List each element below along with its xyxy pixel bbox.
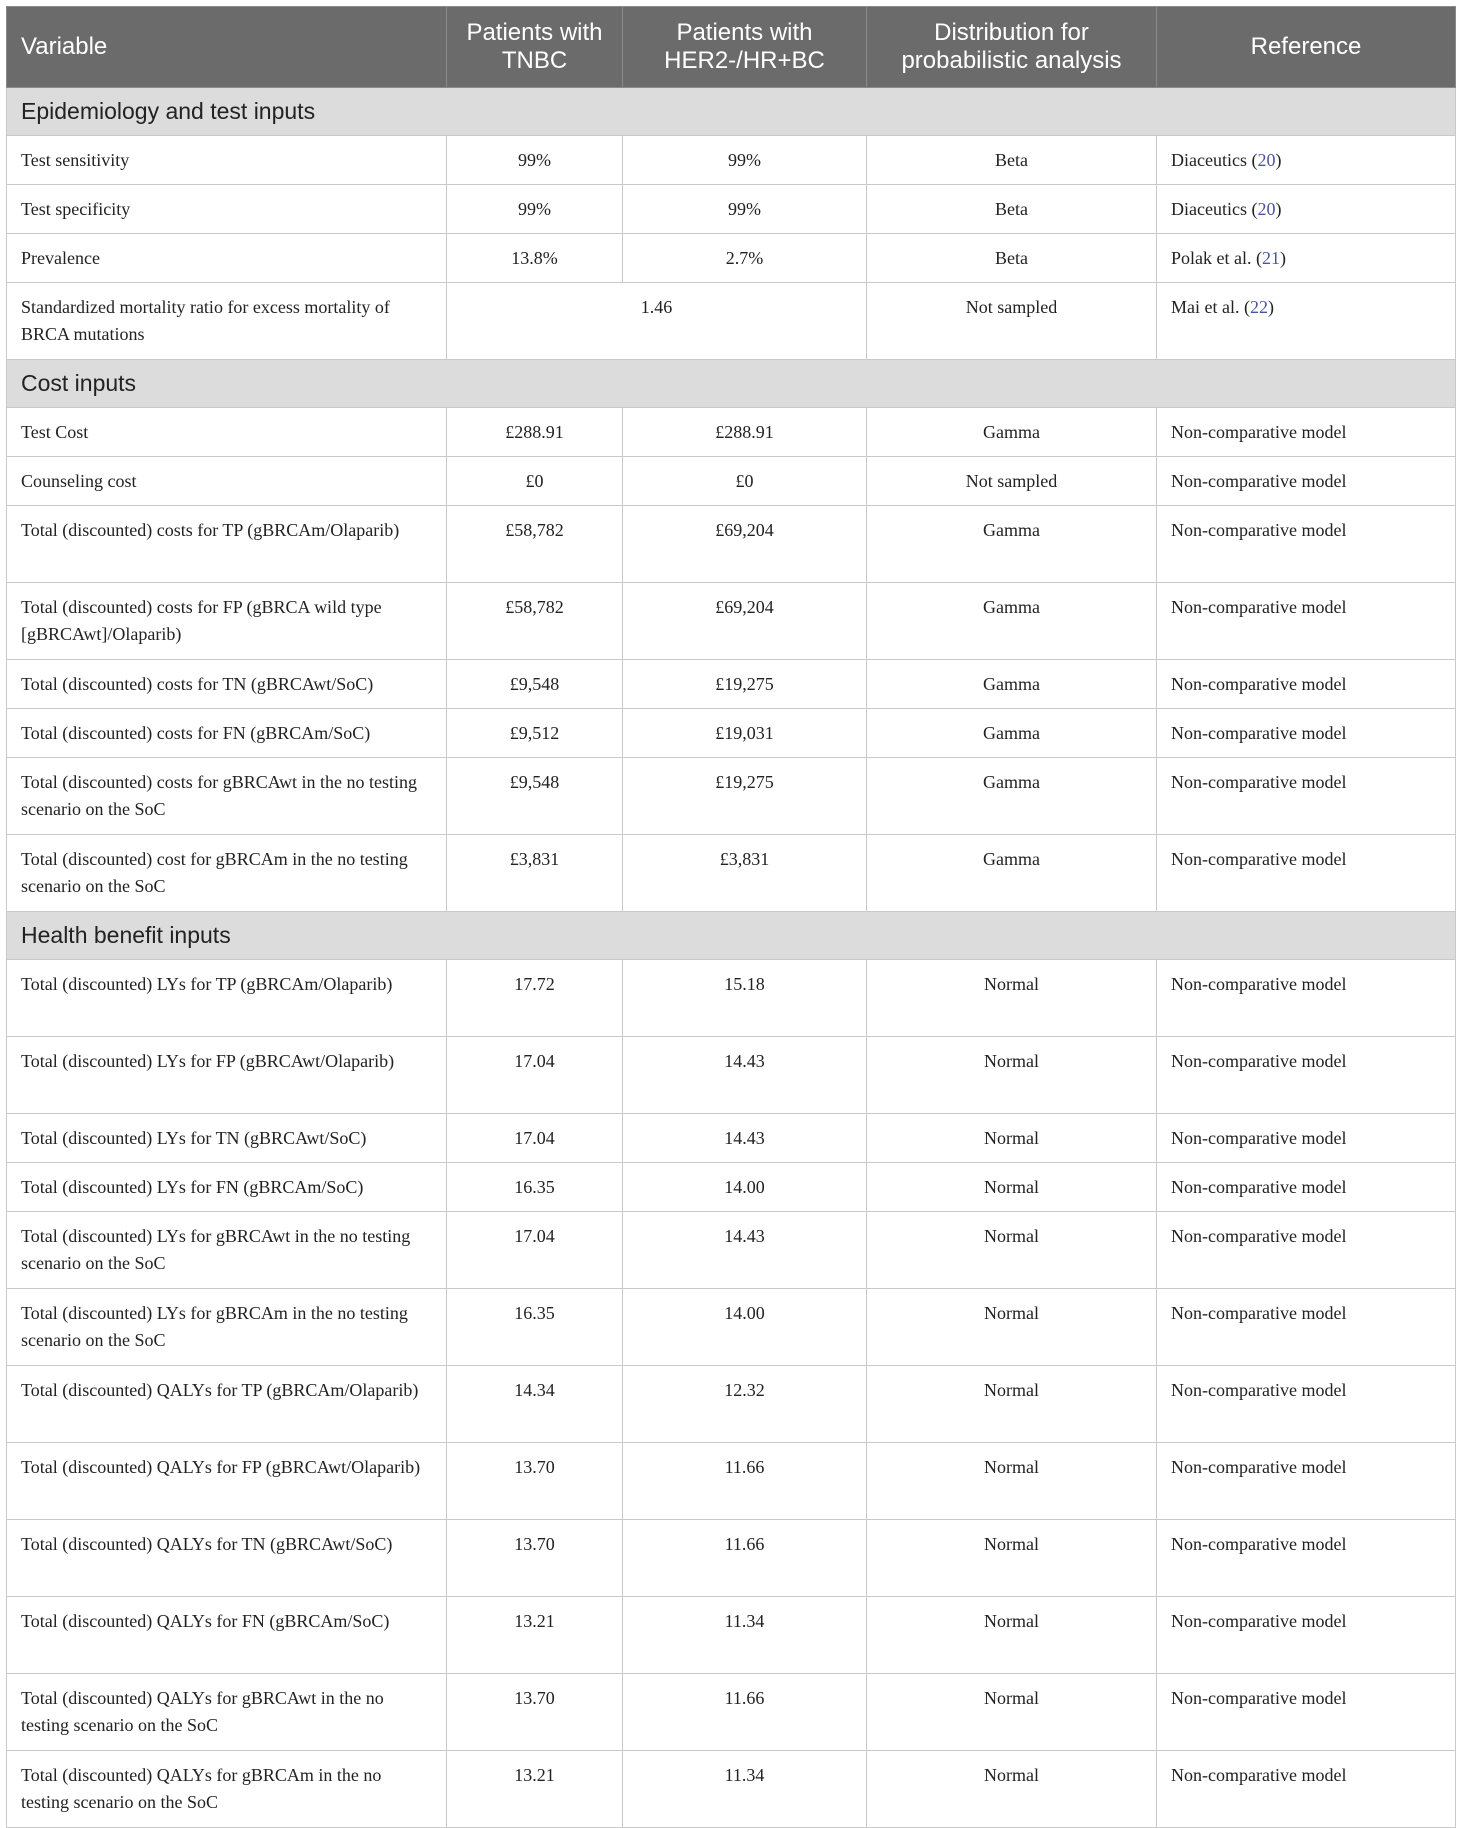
cell-variable: Total (discounted) LYs for TP (gBRCAm/Olaparib) <box>7 960 447 1037</box>
model-inputs-table <box>6 6 1456 1828</box>
reference-text: Non-comparative model <box>1171 597 1347 617</box>
cell-tnbc: 13.70 <box>447 1674 623 1751</box>
cell-distribution: Normal <box>867 1366 1157 1443</box>
cell-tnbc: 13.21 <box>447 1751 623 1828</box>
reference-text: Non-comparative model <box>1171 974 1347 994</box>
cell-her2: £69,204 <box>623 583 867 660</box>
cell-variable: Total (discounted) costs for TP (gBRCAm/Olaparib) <box>7 506 447 583</box>
cell-distribution: Beta <box>867 234 1157 283</box>
cell-tnbc: 99% <box>447 185 623 234</box>
cell-variable: Total (discounted) cost for gBRCAm in the no testing scenario on the SoC <box>7 835 447 912</box>
reference-text: Non-comparative model <box>1171 1177 1347 1197</box>
reference-text: Polak et al. ( <box>1171 248 1262 268</box>
header-row <box>7 7 1456 88</box>
table-row <box>7 283 1456 360</box>
cell-her2: 14.43 <box>623 1114 867 1163</box>
cell-variable: Test sensitivity <box>7 136 447 185</box>
cell-reference <box>1157 660 1456 709</box>
cell-tnbc: £288.91 <box>447 408 623 457</box>
section-title: Epidemiology and test inputs <box>7 88 1456 136</box>
cell-variable: Total (discounted) LYs for FP (gBRCAwt/Olaparib) <box>7 1037 447 1114</box>
section-row <box>7 360 1456 408</box>
reference-text: Diaceutics ( <box>1171 199 1258 219</box>
cell-her2: 14.43 <box>623 1037 867 1114</box>
reference-close-paren: ) <box>1275 150 1282 170</box>
table-row <box>7 1037 1456 1114</box>
cell-variable: Test Cost <box>7 408 447 457</box>
cell-variable: Standardized mortality ratio for excess mortality of BRCA mutations <box>7 283 447 360</box>
table-row <box>7 583 1456 660</box>
table-row <box>7 1163 1456 1212</box>
reference-text: Non-comparative model <box>1171 1534 1347 1554</box>
section-title: Health benefit inputs <box>7 912 1456 960</box>
table-row <box>7 960 1456 1037</box>
cell-reference <box>1157 583 1456 660</box>
cell-her2: £3,831 <box>623 835 867 912</box>
cell-distribution: Not sampled <box>867 283 1157 360</box>
cell-distribution: Normal <box>867 1751 1157 1828</box>
cell-reference <box>1157 234 1456 283</box>
cell-tnbc: 17.04 <box>447 1212 623 1289</box>
cell-distribution: Normal <box>867 1520 1157 1597</box>
cell-reference <box>1157 185 1456 234</box>
table-row <box>7 709 1456 758</box>
cell-tnbc: £58,782 <box>447 506 623 583</box>
cell-variable: Prevalence <box>7 234 447 283</box>
section-title: Cost inputs <box>7 360 1456 408</box>
cell-reference <box>1157 283 1456 360</box>
cell-tnbc: 17.72 <box>447 960 623 1037</box>
cell-tnbc: £3,831 <box>447 835 623 912</box>
cell-distribution: Not sampled <box>867 457 1157 506</box>
cell-reference <box>1157 1163 1456 1212</box>
cell-her2: 11.34 <box>623 1751 867 1828</box>
table-row <box>7 1674 1456 1751</box>
reference-text: Non-comparative model <box>1171 1457 1347 1477</box>
section-row <box>7 912 1456 960</box>
reference-text: Non-comparative model <box>1171 723 1347 743</box>
section-row <box>7 88 1456 136</box>
cell-reference <box>1157 758 1456 835</box>
cell-variable: Total (discounted) QALYs for FN (gBRCAm/SoC) <box>7 1597 447 1674</box>
table-row <box>7 234 1456 283</box>
table-row <box>7 1114 1456 1163</box>
cell-distribution: Gamma <box>867 758 1157 835</box>
cell-distribution: Gamma <box>867 583 1157 660</box>
table-row <box>7 1289 1456 1366</box>
cell-variable: Total (discounted) costs for TN (gBRCAwt/SoC) <box>7 660 447 709</box>
reference-close-paren: ) <box>1275 199 1282 219</box>
cell-reference <box>1157 136 1456 185</box>
reference-text: Non-comparative model <box>1171 422 1347 442</box>
cell-distribution: Gamma <box>867 660 1157 709</box>
cell-distribution: Normal <box>867 1289 1157 1366</box>
cell-distribution: Normal <box>867 1114 1157 1163</box>
reference-text: Non-comparative model <box>1171 849 1347 869</box>
cell-reference <box>1157 1751 1456 1828</box>
cell-her2: 14.00 <box>623 1163 867 1212</box>
reference-citation-link[interactable]: 22 <box>1249 297 1268 317</box>
header-her2: Patients with HER2-/HR+BC <box>623 7 867 88</box>
cell-variable: Total (discounted) LYs for FN (gBRCAm/SoC) <box>7 1163 447 1212</box>
table-row <box>7 1443 1456 1520</box>
table-row <box>7 1520 1456 1597</box>
reference-citation-link[interactable]: 21 <box>1261 248 1280 268</box>
reference-close-paren: ) <box>1267 297 1274 317</box>
cell-variable: Total (discounted) QALYs for TN (gBRCAwt/SoC) <box>7 1520 447 1597</box>
cell-tnbc: 13.70 <box>447 1443 623 1520</box>
cell-tnbc: 13.70 <box>447 1520 623 1597</box>
table-row <box>7 1597 1456 1674</box>
cell-tnbc: 14.34 <box>447 1366 623 1443</box>
cell-tnbc: 16.35 <box>447 1163 623 1212</box>
header-reference: Reference <box>1157 7 1456 88</box>
cell-variable: Total (discounted) LYs for gBRCAm in the no testing scenario on the SoC <box>7 1289 447 1366</box>
table-row <box>7 660 1456 709</box>
cell-variable: Total (discounted) costs for gBRCAwt in the no testing scenario on the SoC <box>7 758 447 835</box>
cell-her2: £19,031 <box>623 709 867 758</box>
reference-text: Non-comparative model <box>1171 520 1347 540</box>
table-row <box>7 185 1456 234</box>
cell-her2: 11.66 <box>623 1520 867 1597</box>
cell-distribution: Normal <box>867 1037 1157 1114</box>
table-row <box>7 457 1456 506</box>
cell-tnbc: 13.8% <box>447 234 623 283</box>
table-row <box>7 758 1456 835</box>
cell-distribution: Beta <box>867 136 1157 185</box>
cell-variable: Counseling cost <box>7 457 447 506</box>
cell-her2: £0 <box>623 457 867 506</box>
cell-reference <box>1157 1366 1456 1443</box>
table-body <box>7 88 1456 1828</box>
reference-citation-link[interactable]: 20 <box>1257 150 1276 170</box>
cell-variable: Total (discounted) QALYs for gBRCAwt in the no testing scenario on the SoC <box>7 1674 447 1751</box>
cell-reference <box>1157 408 1456 457</box>
cell-variable: Total (discounted) costs for FN (gBRCAm/SoC) <box>7 709 447 758</box>
cell-variable: Total (discounted) QALYs for TP (gBRCAm/Olaparib) <box>7 1366 447 1443</box>
reference-text: Non-comparative model <box>1171 1611 1347 1631</box>
cell-distribution: Normal <box>867 960 1157 1037</box>
cell-tnbc: 16.35 <box>447 1289 623 1366</box>
reference-text: Mai et al. ( <box>1171 297 1250 317</box>
cell-distribution: Gamma <box>867 835 1157 912</box>
cell-distribution: Gamma <box>867 506 1157 583</box>
header-distribution: Distribution for probabilistic analysis <box>867 7 1157 88</box>
reference-text: Non-comparative model <box>1171 471 1347 491</box>
table-row <box>7 835 1456 912</box>
cell-distribution: Gamma <box>867 408 1157 457</box>
cell-reference <box>1157 709 1456 758</box>
cell-her2: 12.32 <box>623 1366 867 1443</box>
cell-tnbc: £0 <box>447 457 623 506</box>
cell-combined-value: 1.46 <box>447 283 867 360</box>
table-container <box>6 6 1455 1828</box>
cell-tnbc: 17.04 <box>447 1114 623 1163</box>
cell-reference <box>1157 1443 1456 1520</box>
reference-close-paren: ) <box>1279 248 1286 268</box>
cell-her2: 11.34 <box>623 1597 867 1674</box>
cell-distribution: Normal <box>867 1212 1157 1289</box>
cell-variable: Total (discounted) LYs for TN (gBRCAwt/SoC) <box>7 1114 447 1163</box>
cell-her2: £19,275 <box>623 660 867 709</box>
reference-text: Diaceutics ( <box>1171 150 1258 170</box>
cell-reference <box>1157 1520 1456 1597</box>
cell-her2: £19,275 <box>623 758 867 835</box>
cell-reference <box>1157 1597 1456 1674</box>
cell-her2: 2.7% <box>623 234 867 283</box>
table-row <box>7 1751 1456 1828</box>
cell-her2: 14.00 <box>623 1289 867 1366</box>
cell-her2: 14.43 <box>623 1212 867 1289</box>
reference-text: Non-comparative model <box>1171 772 1347 792</box>
cell-reference <box>1157 960 1456 1037</box>
cell-variable: Total (discounted) costs for FP (gBRCA wild type [gBRCAwt]/Olaparib) <box>7 583 447 660</box>
cell-her2: £69,204 <box>623 506 867 583</box>
cell-distribution: Normal <box>867 1443 1157 1520</box>
reference-text: Non-comparative model <box>1171 674 1347 694</box>
reference-text: Non-comparative model <box>1171 1226 1347 1246</box>
reference-text: Non-comparative model <box>1171 1688 1347 1708</box>
cell-distribution: Normal <box>867 1163 1157 1212</box>
reference-text: Non-comparative model <box>1171 1380 1347 1400</box>
table-row <box>7 1212 1456 1289</box>
reference-text: Non-comparative model <box>1171 1128 1347 1148</box>
cell-reference <box>1157 1212 1456 1289</box>
cell-tnbc: £9,512 <box>447 709 623 758</box>
cell-tnbc: 99% <box>447 136 623 185</box>
cell-tnbc: £9,548 <box>447 758 623 835</box>
cell-distribution: Beta <box>867 185 1157 234</box>
cell-reference <box>1157 1674 1456 1751</box>
cell-distribution: Normal <box>867 1597 1157 1674</box>
reference-text: Non-comparative model <box>1171 1051 1347 1071</box>
cell-reference <box>1157 506 1456 583</box>
cell-tnbc: 17.04 <box>447 1037 623 1114</box>
cell-reference <box>1157 1037 1456 1114</box>
cell-her2: 99% <box>623 136 867 185</box>
cell-her2: 15.18 <box>623 960 867 1037</box>
cell-her2: 11.66 <box>623 1674 867 1751</box>
cell-variable: Total (discounted) QALYs for gBRCAm in the no testing scenario on the SoC <box>7 1751 447 1828</box>
cell-tnbc: £9,548 <box>447 660 623 709</box>
header-variable: Variable <box>7 7 447 88</box>
cell-tnbc: 13.21 <box>447 1597 623 1674</box>
cell-distribution: Gamma <box>867 709 1157 758</box>
table-row <box>7 408 1456 457</box>
cell-her2: £288.91 <box>623 408 867 457</box>
cell-tnbc: £58,782 <box>447 583 623 660</box>
cell-reference <box>1157 457 1456 506</box>
table-row <box>7 136 1456 185</box>
reference-text: Non-comparative model <box>1171 1765 1347 1785</box>
cell-variable: Total (discounted) LYs for gBRCAwt in the no testing scenario on the SoC <box>7 1212 447 1289</box>
reference-citation-link[interactable]: 20 <box>1257 199 1276 219</box>
cell-variable: Total (discounted) QALYs for FP (gBRCAwt/Olaparib) <box>7 1443 447 1520</box>
cell-reference <box>1157 835 1456 912</box>
cell-distribution: Normal <box>867 1674 1157 1751</box>
cell-variable: Test specificity <box>7 185 447 234</box>
table-row <box>7 1366 1456 1443</box>
cell-reference <box>1157 1114 1456 1163</box>
table-row <box>7 506 1456 583</box>
reference-text: Non-comparative model <box>1171 1303 1347 1323</box>
cell-reference <box>1157 1289 1456 1366</box>
cell-her2: 11.66 <box>623 1443 867 1520</box>
header-tnbc: Patients with TNBC <box>447 7 623 88</box>
cell-her2: 99% <box>623 185 867 234</box>
